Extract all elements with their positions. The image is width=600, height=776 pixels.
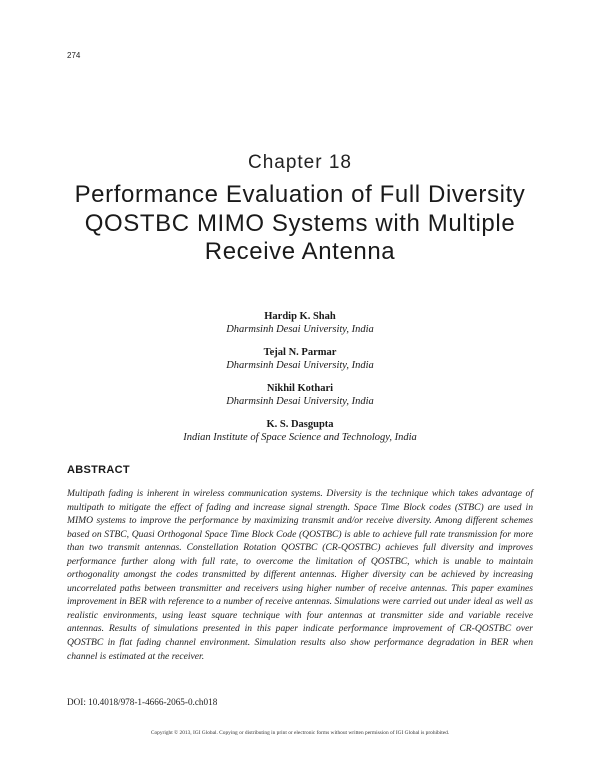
author-affiliation: Dharmsinh Desai University, India — [226, 324, 374, 335]
author-affiliation: Dharmsinh Desai University, India — [226, 360, 374, 371]
author-block — [0, 382, 600, 418]
author-list — [0, 310, 600, 454]
author-block — [0, 346, 600, 382]
author-block — [0, 310, 600, 346]
author-name: Tejal N. Parmar — [263, 347, 337, 358]
author-affiliation: Dharmsinh Desai University, India — [226, 396, 374, 407]
abstract-text: Multipath fading is inherent in wireless communication systems. Diversity is the technique which takes advantage of multipath to mitigate the effect of fading and increase signal strength. Space Time Block codes (STBC) are used in MIMO systems to improve the performance by maximizing transmit and/or receive diversity. Among different schemes based on STBC, Quasi Orthogonal Space Time Block Code (QOSTBC) is able to achieve full rate transmission for more than two transmit antennas. Constellation Rotation QOSTBC (CR-QOSTBC) achieves full diversity and improves performance further along with full rate, to overcome the limitation of QOSTBC, which is unable to maintain orthogonality amongst the codes transmitted by different antennas. Higher diversity can be achieved by increasing uncorrelated paths between transmitter and receivers using higher number of receive antennas. This paper examines improvement in BER with reference to a number of receive antennas. Simulations were carried out under ideal as well as realistic environments, using least square technique with four antennas at transmitter side and variable receive antennas. Results of simulations presented in this paper indicate performance improvement of CR-QOSTBC over QOSTBC in flat fading channel environment. Simulation results also show performance degradation in BER when channel is estimated at the receiver. — [67, 488, 533, 662]
chapter-title: Performance Evaluation of Full Diversity QOSTBC MIMO Systems with Multiple Receive Antenna — [74, 181, 526, 265]
author-name: K. S. Dasgupta — [266, 419, 334, 430]
abstract-heading: ABSTRACT — [67, 464, 130, 476]
page-number: 274 — [67, 51, 81, 60]
copyright-notice: Copyright © 2013, IGI Global. Copying or distributing in print or electronic forms without written permission of IGI Global is prohibited. — [150, 730, 450, 736]
author-name: Nikhil Kothari — [266, 383, 334, 394]
author-name: Hardip K. Shah — [264, 311, 336, 322]
doi-line[interactable]: DOI: 10.4018/978-1-4666-2065-0.ch018 — [67, 697, 218, 707]
author-affiliation: Indian Institute of Space Science and Technology, India — [183, 432, 417, 443]
author-block — [0, 418, 600, 454]
chapter-label: Chapter 18 — [247, 152, 352, 173]
